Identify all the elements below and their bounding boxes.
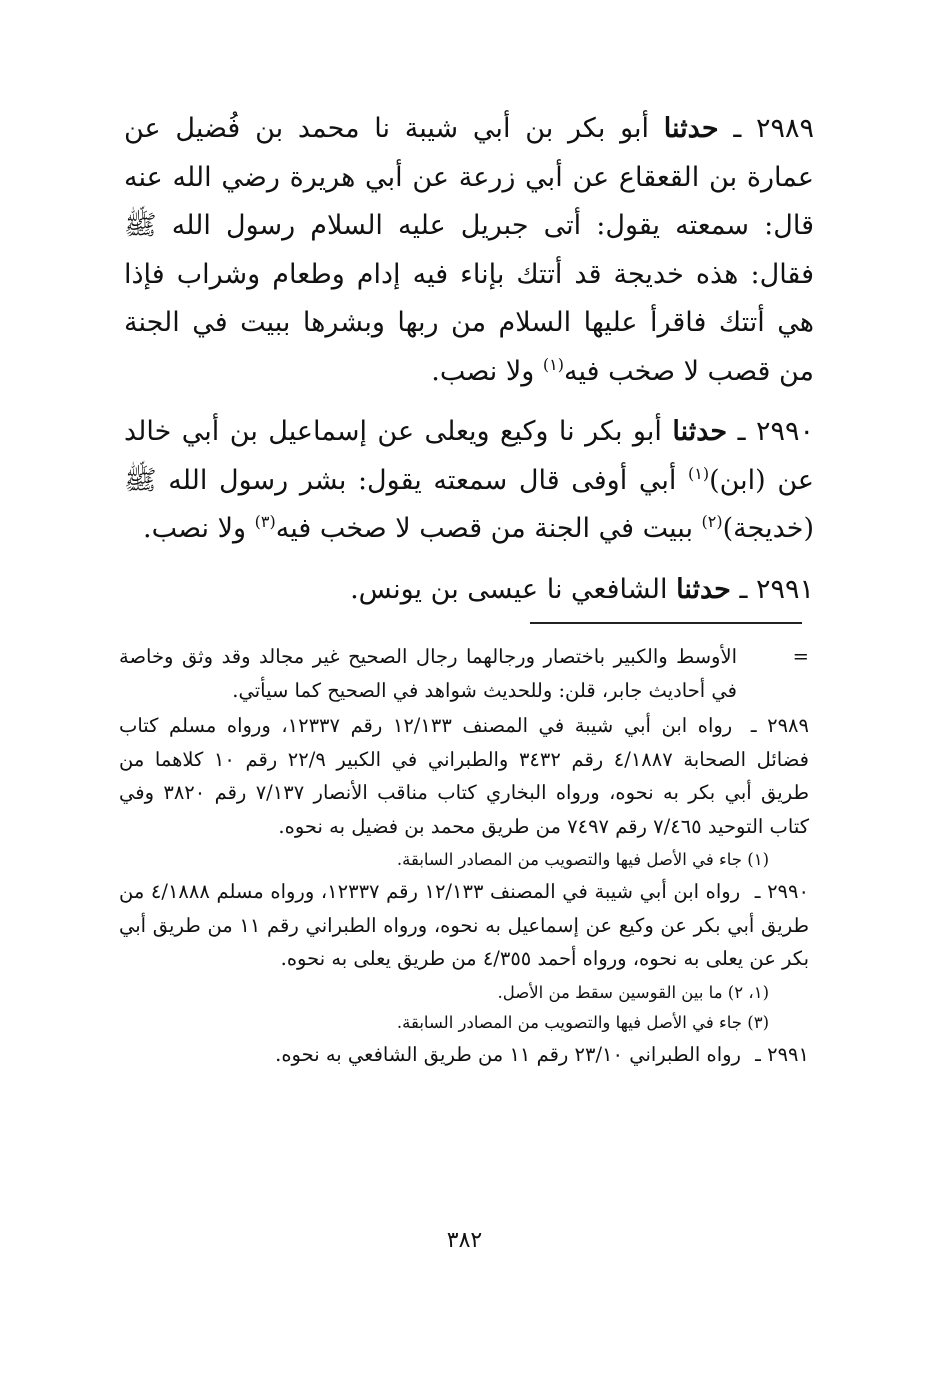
hadith-text: أبو بكر نا وكيع ويعلى عن إسماعيل بن أبي خالد عن (ابن) [124, 416, 814, 496]
footnote-number: ٢٩٩٠ ـ [754, 880, 809, 903]
footnote-text: الأوسط والكبير باختصار ورجالهما رجال الصحيح غير مجالد وقد وثق وخاصة في أحاديث جابر، قلن: وللحديث شواهد في الصحيح كما سيأتي. [119, 645, 737, 702]
footnotes [119, 640, 809, 1073]
footnote-ref[interactable]: (٣) [254, 512, 276, 531]
page-number: ٣٨٢ [446, 1228, 483, 1253]
hadith-opening: حدثنا [676, 573, 731, 605]
hadith-2991 [124, 566, 814, 615]
hadith-2989 [124, 105, 814, 396]
hadith-text: ولا نصب. [142, 513, 247, 544]
hadith-text: أبي أوفى قال سمعته يقول: بشر رسول الله ﷺ (خديجة) [124, 464, 814, 544]
footnote-ref[interactable]: (٢) [701, 512, 723, 531]
footnote-text: رواه ابن أبي شيبة في المصنف ١٢/١٣٣ رقم ١٢٣٣٧، ورواه مسلم كتاب فضائل الصحابة ٤/١٨٨٧ رقم ٣٤٣٢ والطبراني في الكبير ٢٢/٩ رقم ١٠ كلاهما من طريق أبي بكر به نحوه، ورواه البخاري كتاب مناقب الأنصار ٧/١٣٧ رقم ٣٨٢٠ وفي كتاب التوحيد ٧/٤٦٥ رقم ٧٤٩٧ من طريق محمد بن فضيل به نحوه. [119, 714, 809, 838]
hadith-opening: حدثنا [672, 416, 728, 447]
hadith-number: ٢٩٨٩ ـ [733, 113, 814, 144]
footnote-2990-1-2: (١، ٢) ما بين القوسين سقط من الأصل. [497, 982, 769, 1002]
hadith-text: ببيت في الجنة من قصب لا صخب فيه [275, 513, 693, 544]
hadith-text: أبو بكر بن أبي شيبة نا محمد بن فُضيل عن عمارة بن القعقاع عن أبي زرعة عن أبي هريرة رضي الله عنه قال: سمعته يقول: أتى جبريل عليه السلام رسول الله ﷺ فقال: هذه خديجة قد أتتك بإناء فيه إدام وطعام وشراب فإذا هي أتتك فاقرأ عليها السلام من ربها وبشرها ببيت في الجنة من قصب لا صخب فيه [124, 113, 814, 387]
footnote-ref[interactable]: (١) [687, 463, 710, 483]
footnote-2989 [119, 709, 809, 843]
footnote-continuation [119, 640, 809, 707]
hadith-2990 [124, 408, 814, 554]
footnote-2991 [119, 1038, 809, 1072]
continuation-mark: = [792, 645, 809, 668]
footnote-2990 [119, 875, 809, 976]
hadith-opening: حدثنا [663, 113, 719, 144]
hadith-text: الشافعي نا عيسى بن يونس. [350, 573, 668, 605]
footnote-number: ٢٩٩١ ـ [755, 1042, 809, 1066]
footnote-separator [530, 622, 802, 624]
main-text [124, 105, 814, 626]
footnote-2990-3: (٣) جاء في الأصل فيها والتصويب من المصادر السابقة. [396, 1012, 769, 1032]
footnote-text: رواه الطبراني ٢٣/١٠ رقم ١١ من طريق الشافعي به نحوه. [275, 1042, 741, 1066]
hadith-text-tail: ولا نصب. [431, 355, 535, 387]
hadith-number: ٢٩٩١ ـ [739, 573, 814, 605]
footnote-2989-1: (١) جاء في الأصل فيها والتصويب من المصادر السابقة. [396, 850, 769, 869]
footnote-ref[interactable]: (١) [542, 354, 565, 374]
hadith-number: ٢٩٩٠ ـ [737, 416, 814, 447]
footnote-text: رواه ابن أبي شيبة في المصنف ١٢/١٣٣ رقم ١٢٣٣٧، ورواه مسلم ٤/١٨٨٨ من طريق أبي بكر عن وكيع عن إسماعيل به نحوه، ورواه الطبراني رقم ١١ من طريق أبي بكر عن يعلى به نحوه، ورواه أحمد ٤/٣٥٥ من طريق يعلى به نحوه. [119, 880, 810, 970]
footnote-number: ٢٩٨٩ ـ [750, 714, 809, 737]
